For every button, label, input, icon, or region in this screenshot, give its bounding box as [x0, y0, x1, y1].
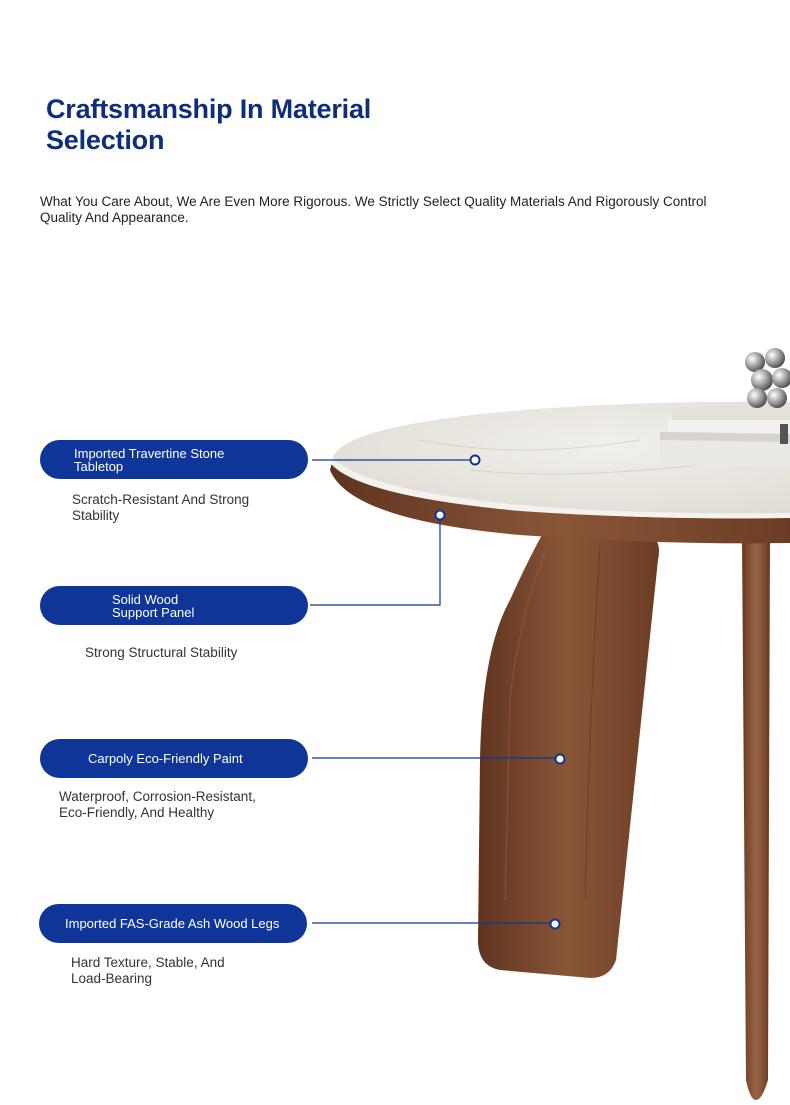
page-title: Craftsmanship In Material Selection: [46, 94, 372, 155]
feature-pill-tabletop: [40, 440, 308, 479]
feature-desc-support-panel: Strong Structural Stability: [85, 645, 238, 660]
connector-dot-1: [471, 456, 480, 465]
connector-dot-2: [436, 511, 445, 520]
connector-dot-4: [551, 920, 560, 929]
connector-dot-3: [556, 755, 565, 764]
feature-desc-paint: Waterproof, Corrosion-Resistant, Eco-Friendly, And Healthy: [59, 789, 256, 820]
feature-desc-tabletop: Scratch-Resistant And Strong Stability: [72, 492, 250, 523]
feature-label: Carpoly Eco-Friendly Paint: [88, 751, 243, 766]
intro-text: What You Care About, We Are Even More Rigorous. We Strictly Select Quality Materials And Rigorously Control Quality And Appearance.: [40, 194, 707, 225]
feature-pill-legs: [39, 904, 307, 943]
feature-pill-support-panel: [40, 586, 308, 625]
connector-line-2: [310, 515, 440, 605]
feature-pill-paint: [40, 739, 308, 778]
feature-label: Solid Wood Support Panel: [112, 591, 195, 620]
feature-label: Imported FAS-Grade Ash Wood Legs: [65, 916, 280, 931]
feature-label: Imported Travertine Stone Tabletop: [74, 445, 225, 474]
feature-desc-legs: Hard Texture, Stable, And Load-Bearing: [71, 955, 225, 986]
